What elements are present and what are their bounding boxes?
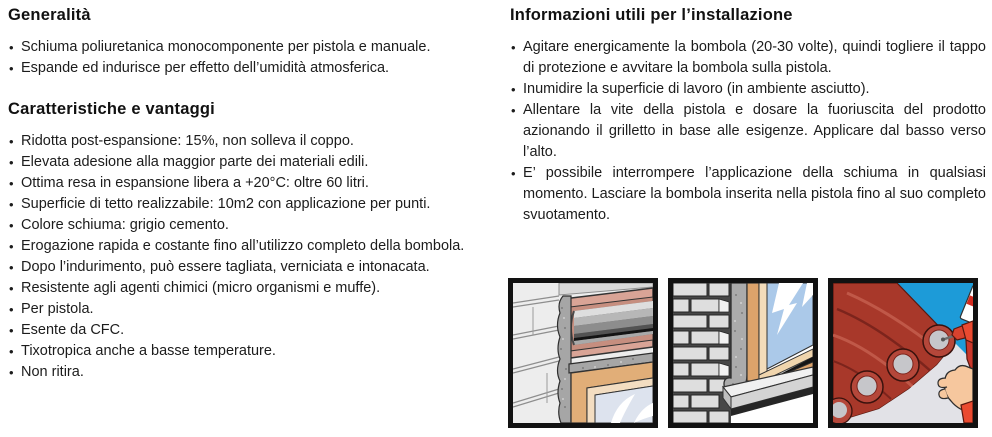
bullet-item: • Elevata adesione alla maggior parte dei materiali edili. — [8, 152, 490, 173]
foam-strip-vertical — [558, 296, 572, 423]
roof-tiles-foam-gun-icon — [833, 283, 973, 423]
window-jamb-foam-icon — [673, 283, 813, 423]
bullet-item: • Non ritira. — [8, 362, 490, 383]
bullet-item: • Erogazione rapida e costante fino all’utilizzo completo della bombola. — [8, 236, 490, 257]
illustration-shutter-box-foam — [508, 278, 658, 428]
bullet-item: • Ridotta post-espansione: 15%, non solleva il coppo. — [8, 131, 490, 152]
bullet-item: • Superficie di tetto realizzabile: 10m2 con applicazione per punti. — [8, 194, 490, 215]
section-caratteristiche — [8, 100, 490, 383]
informazioni-bullet-list — [510, 37, 986, 226]
generalita-bullet-list — [8, 37, 490, 79]
illustration-window-jamb-foam — [668, 278, 818, 428]
bullet-item: • Agitare energicamente la bombola (20-30 volte), quindi togliere il tappo di protezione e avvitare la bombola sulla pistola. — [510, 37, 986, 79]
right-column — [510, 0, 986, 226]
left-column — [8, 0, 490, 383]
section-generalita — [8, 6, 490, 79]
section-heading-generalita: Generalità — [8, 6, 91, 24]
bullet-item: • Per pistola. — [8, 299, 490, 320]
bullet-item: • Ottima resa in espansione libera a +20°C: oltre 60 litri. — [8, 173, 490, 194]
bullet-item: • Allentare la vite della pistola e dosare la fuoriuscita del prodotto azionando il grilletto in base alle esigenze. Applicare dal basso verso l’alto. — [510, 100, 986, 163]
section-informazioni — [510, 6, 986, 226]
section-heading-caratteristiche: Caratteristiche e vantaggi — [8, 100, 215, 118]
caratteristiche-bullet-list — [8, 131, 490, 383]
installation-illustrations — [508, 278, 978, 428]
bullet-item: • Esente da CFC. — [8, 320, 490, 341]
bullet-item: • Tixotropica anche a basse temperature. — [8, 341, 490, 362]
illustration-roof-tiles-foam-gun — [828, 278, 978, 428]
bullet-item: • Resistente agli agenti chimici (micro organismi e muffe). — [8, 278, 490, 299]
bullet-item: • Dopo l’indurimento, può essere tagliata, verniciata e intonacata. — [8, 257, 490, 278]
bullet-item: • Inumidire la superficie di lavoro (in ambiente asciutto). — [510, 79, 986, 100]
tile-end-with-foam — [851, 371, 883, 403]
bullet-item: • Espande ed indurisce per effetto dell’umidità atmosferica. — [8, 58, 490, 79]
tile-end-with-foam — [887, 349, 919, 381]
bullet-item: • Colore schiuma: grigio cemento. — [8, 215, 490, 236]
tile-end-with-foam — [923, 325, 955, 357]
shutter-box-foam-icon — [513, 283, 653, 423]
section-heading-informazioni: Informazioni utili per l’installazione — [510, 6, 793, 24]
bullet-item: • Schiuma poliuretanica monocomponente per pistola e manuale. — [8, 37, 490, 58]
bullet-item: • E’ possibile interrompere l’applicazione della schiuma in qualsiasi momento. Lasciare la bombola inserita nella pistola fino al suo completo svuotamento. — [510, 163, 986, 226]
